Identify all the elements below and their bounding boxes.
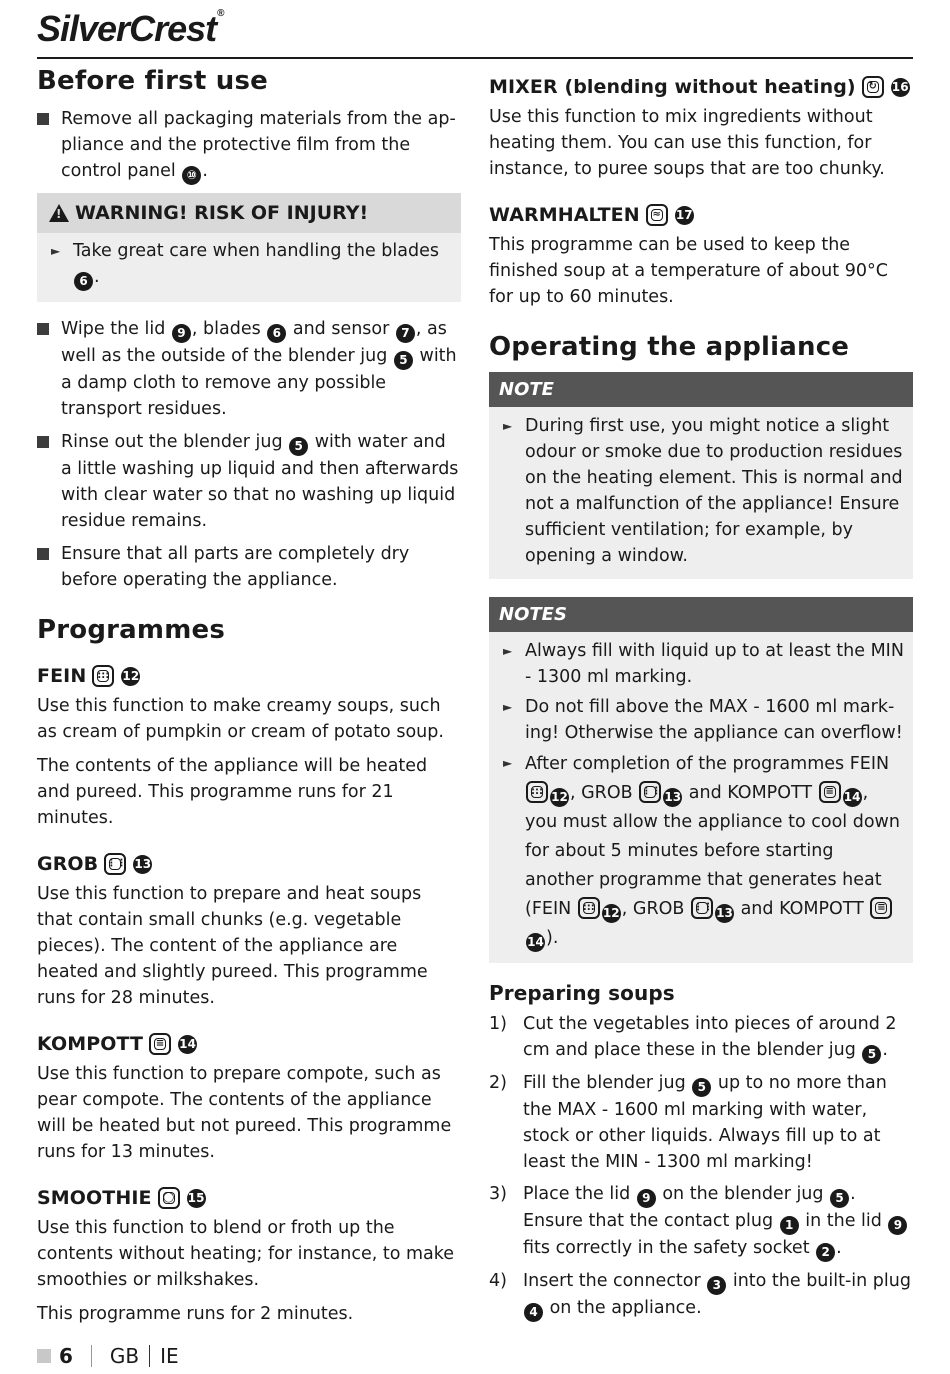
note-box [489,372,913,579]
step-item [489,1011,913,1064]
warning-item: ► Take great care when handling the blades 6 . [47,238,453,291]
left-column [37,66,461,1335]
programmes-heading: Programmes [37,615,226,645]
ref-number: 5 [289,437,308,456]
square-bullet-icon [37,106,61,185]
ref-number: 15 [187,1189,206,1208]
grob-program-icon: ⋮⋮ [639,781,661,803]
mixer-text: Use this function to mix ingredients without heating them. You can use this function, for instance, to puree soups that are too chunky. [489,107,885,179]
right-column [489,76,913,1328]
arrow-bullet-icon: ► [503,419,513,433]
ref-number: 6 [74,272,93,291]
grob-heading: GROB ⋮⋮ 13 [37,853,152,875]
warmhalten-program-icon: ≈ [646,204,668,226]
step-text: Fill the blender jug 5 up to no more than the MAX - 1600 ml marking with water, stock or other liquids. Always fill up to at least the MIN - 1300 ml marking! [523,1073,887,1172]
smoothie-text-1: Use this function to blend or froth up the contents without heating; for instance, to make smoothies or milkshakes. [37,1218,455,1290]
warning-box [37,193,461,302]
bullet-item [37,541,461,593]
bullet-text: Ensure that all parts are completely dry before operating the appliance. [61,544,410,590]
ref-number: 5 [692,1078,711,1097]
ref-number: 13 [715,904,734,923]
footer-divider [149,1345,150,1367]
ref-number: 9 [637,1189,656,1208]
lang-ie: IE [160,1344,179,1368]
step-text: Cut the vegetables into pieces of around 2 cm and place these in the blender jug 5 . [523,1011,913,1064]
arrow-bullet-icon: ► [51,244,61,258]
grob-program-icon: ⋮⋮ [691,897,713,919]
warning-header: ! WARNING! RISK OF INJURY! [37,193,461,233]
note-header: NOTE [489,372,913,407]
square-bullet-icon [37,541,61,593]
ref-number: 16 [891,78,910,97]
smoothie-text-2: This programme runs for 2 minutes. [37,1304,354,1324]
ref-number: 9 [888,1216,907,1235]
ref-number: 5 [394,351,413,370]
notes-item: ► Always fill with liquid up to at least the MIN - 1300 ml marking. [499,638,905,690]
page-footer [37,1344,179,1368]
arrow-bullet-icon: ► [503,756,513,770]
ref-number: 17 [675,206,694,225]
ref-number: 14 [178,1035,197,1054]
preparing-soups-heading: Preparing soups [489,981,675,1005]
header-rule [37,57,913,59]
step-number: 3) [489,1184,507,1204]
lang-gb: GB [109,1344,140,1368]
footer-square-icon [37,1349,51,1363]
step-number: 4) [489,1271,507,1291]
ref-number: 12 [550,788,569,807]
warning-triangle-icon [49,204,69,222]
arrow-bullet-icon: ► [503,700,513,714]
mixer-heading: MIXER (blending without heating) ↻ 16 [489,76,909,98]
ref-number: 12 [121,667,140,686]
ref-number: 12 [602,904,621,923]
kompott-program-icon: ≡ [819,781,841,803]
step-item [489,1181,913,1262]
ref-number: 1 [780,1216,799,1235]
fein-text-2: The contents of the appliance will be heated and pureed. This programme runs for 21 minutes. [37,756,428,828]
ref-number: 2 [816,1243,835,1262]
kompott-heading: KOMPOTT ≡ 14 [37,1033,197,1055]
kompott-text: Use this function to prepare compote, such as pear compote. The contents of the appliance will be heated but not pureed. This programme runs for 13 minutes. [37,1064,452,1162]
note-item: ► During first use, you might notice a slight odour or smoke due to production residues on the heating element. This is normal and not a malfunction of the appliance! Ensure sufficient ventilation; for example, by opening a window. [499,413,905,569]
grob-program-icon: ⋮⋮ [104,853,126,875]
bullet-item [37,429,461,534]
warmhalten-heading: WARMHALTEN ≈ 17 [489,204,693,226]
grob-text: Use this function to prepare and heat soups that contain small chunks (e.g. vegetable pieces). The content of the appliance are heated and slightly pureed. This programme runs for 28 minutes. [37,884,428,1008]
bullet-text: Wipe the lid 9 , blades 6 and sensor 7 , as well as the outside of the blender jug 5 with a damp cloth to remove any possible transport residues. [61,319,457,419]
fein-heading: FEIN ::: 12 [37,665,140,687]
fein-program-icon: ::: [578,897,600,919]
kompott-program-icon: ≡ [149,1033,171,1055]
arrow-bullet-icon: ► [503,644,513,658]
ref-number: 7 [396,324,415,343]
kompott-program-icon: ≡ [870,897,892,919]
fein-program-icon: ::: [526,781,548,803]
brand-logo: SilverCrest® [37,8,224,49]
ref-number: 13 [663,788,682,807]
footer-divider [91,1345,92,1367]
smoothie-program-icon: ◯ [158,1187,180,1209]
warmhalten-text: This programme can be used to keep the finished soup at a temperature of about 90°C for up to 60 minutes. [489,235,888,307]
ref-number: 6 [267,324,286,343]
step-text: Place the lid 9 on the blender jug 5 . Ensure that the contact plug 1 in the lid 9 fits correctly in the safety socket 2 . [523,1181,913,1262]
step-number: 1) [489,1014,507,1034]
notes-item: ► Do not fill above the MAX - 1600 ml marking! Otherwise the appliance can overflow! [499,694,905,746]
ref-number: 14 [843,788,862,807]
notes-item: ► After completion of the programmes FEIN ::: 12 , GROB ⋮⋮ 13 and KOMPOTT ≡ 14 , you must allow the appliance to cool down for about 5 minutes before starting another programme that generates heat (FEIN ::: 12 , GROB ⋮⋮ 13 and KOMPOTT ≡ 14 ). [499,750,905,953]
notes-box [489,597,913,963]
bullet-item [37,316,461,422]
ref-number: 3 [707,1276,726,1295]
square-bullet-icon [37,316,61,422]
ref-number: 9 [172,324,191,343]
bullet-text: Rinse out the blender jug 5 with water and a little washing up liquid and then afterwards with clear water so that no washing up liquid residue remains. [61,432,459,531]
smoothie-heading: SMOOTHIE ◯ 15 [37,1187,205,1209]
page-number: 6 [59,1344,73,1368]
mixer-program-icon: ↻ [862,76,884,98]
fein-text-1: Use this function to make creamy soups, such as cream of pumpkin or cream of potato soup. [37,696,444,742]
ref-number: 4 [524,1303,543,1322]
ref-number: 14 [526,933,545,952]
step-item [489,1070,913,1175]
step-text: Insert the connector 3 into the built-in plug 4 on the appliance. [523,1268,913,1322]
operating-heading: Operating the appliance [489,332,850,362]
fein-program-icon: ::: [92,665,114,687]
step-number: 2) [489,1073,507,1093]
before-first-use-heading: Before first use [37,66,268,96]
bullet-item: Remove all packaging materials from the appliance and the protective film from the control panel ⑩ . [37,106,461,185]
ref-number: 5 [830,1189,849,1208]
notes-header: NOTES [489,597,913,632]
ref-number: 13 [133,855,152,874]
steps-list [489,1011,913,1322]
ref-number: 5 [862,1045,881,1064]
ref-number: ⑩ [182,166,201,185]
step-item [489,1268,913,1322]
square-bullet-icon [37,429,61,534]
